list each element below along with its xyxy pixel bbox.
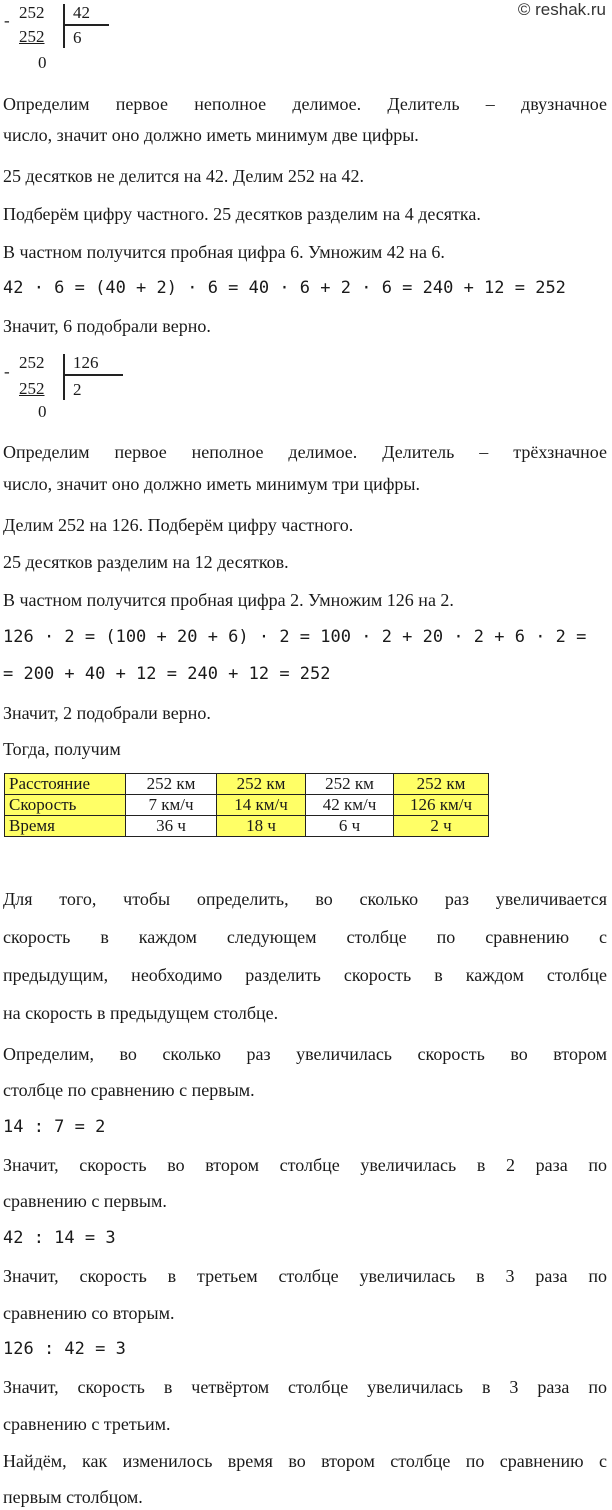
subtrahend: 252	[19, 379, 45, 398]
text-line: столбце по сравнению с первым.	[3, 1080, 255, 1100]
text-line: Значит, 2 подобрали верно.	[3, 703, 211, 723]
text-line: скорость в каждом следующем столбце по сравнению с	[3, 927, 607, 947]
dividend: 252	[19, 3, 45, 22]
text-line: на скорость в предыдущем столбце.	[3, 1003, 279, 1023]
text-line: первым столбцом.	[3, 1487, 143, 1507]
equation: 126 : 42 = 3	[3, 1339, 126, 1359]
text-line: предыдущим, необходимо разделить скорость в каждом столбце	[3, 965, 607, 985]
table-cell: 42 км/ч	[306, 795, 394, 816]
minus-sign: -	[4, 362, 10, 381]
table-cell: 252 км	[306, 774, 394, 795]
table-cell: 6 ч	[306, 816, 394, 837]
text-line: В частном получится пробная цифра 2. Умножим 126 на 2.	[3, 590, 454, 610]
text-line: Тогда, получим	[3, 739, 121, 759]
equation: 14 : 7 = 2	[3, 1117, 106, 1137]
divisor: 42	[73, 3, 90, 22]
text-line: сравнению со вторым.	[3, 1303, 175, 1323]
table-row	[5, 774, 489, 795]
formula: 126 ⋅ 2 = (100 + 20 + 6) ⋅ 2 = 100 ⋅ 2 + 20 ⋅ 2 + 6 ⋅ 2 =	[3, 627, 587, 647]
dividend: 252	[19, 353, 45, 372]
equation: 42 : 14 = 3	[3, 1228, 116, 1248]
divisor-underline	[63, 24, 109, 26]
table-cell: 126 км/ч	[394, 795, 489, 816]
table-cell: 36 ч	[126, 816, 217, 837]
text-line: Определим первое неполное делимое. Делитель – двузначное	[3, 94, 607, 114]
table-cell: 252 км	[394, 774, 489, 795]
text-line: 25 десятков не делится на 42. Делим 252 на 42.	[3, 166, 365, 186]
table-cell: 7 км/ч	[126, 795, 217, 816]
text-line: Найдём, как изменилось время во втором столбце по сравнению с	[3, 1451, 607, 1471]
row-label: Расстояние	[5, 774, 126, 795]
divisor: 126	[73, 353, 99, 372]
table-cell: 18 ч	[217, 816, 306, 837]
text-line: Подберём цифру частного. 25 десятков разделим на 4 десятка.	[3, 204, 481, 224]
text-line: сравнению с третьим.	[3, 1414, 171, 1434]
distance-speed-time-table	[4, 773, 489, 837]
text-line: Определим первое неполное делимое. Делитель – трёхзначное	[3, 442, 607, 462]
text-line: Значит, скорость во втором столбце увеличилась в 2 раза по	[3, 1155, 607, 1175]
remainder: 0	[38, 402, 47, 421]
text-line: число, значит оно должно иметь минимум две цифры.	[3, 125, 419, 145]
minus-sign: -	[4, 11, 10, 30]
formula: 42 ⋅ 6 = (40 + 2) ⋅ 6 = 40 ⋅ 6 + 2 ⋅ 6 = 240 + 12 = 252	[3, 278, 566, 298]
text-line: Определим, во сколько раз увеличилась скорость во втором	[3, 1044, 607, 1064]
remainder: 0	[38, 53, 47, 72]
divisor-underline	[63, 374, 123, 376]
text-line: сравнению с первым.	[3, 1191, 167, 1211]
formula: = 200 + 40 + 12 = 240 + 12 = 252	[3, 664, 331, 684]
quotient: 6	[73, 28, 82, 47]
text-line: число, значит оно должно иметь минимум три цифры.	[3, 474, 420, 494]
division-bar	[63, 354, 65, 400]
table-row	[5, 795, 489, 816]
table-cell: 252 км	[217, 774, 306, 795]
text-line: Делим 252 на 126. Подберём цифру частного.	[3, 515, 354, 535]
text-line: Значит, скорость в третьем столбце увеличилась в 3 раза по	[3, 1266, 607, 1286]
text-line: 25 десятков разделим на 12 десятков.	[3, 552, 289, 572]
text-line: Значит, 6 подобрали верно.	[3, 316, 211, 336]
table-row	[5, 816, 489, 837]
division-bar	[63, 4, 65, 48]
text-line: Для того, чтобы определить, во сколько раз увеличивается	[3, 889, 607, 909]
text-line: Значит, скорость в четвёртом столбце увеличилась в 3 раза по	[3, 1377, 607, 1397]
table-cell: 14 км/ч	[217, 795, 306, 816]
quotient: 2	[73, 380, 82, 399]
row-label: Время	[5, 816, 126, 837]
row-label: Скорость	[5, 795, 126, 816]
subtrahend: 252	[19, 27, 45, 46]
table-cell: 252 км	[126, 774, 217, 795]
watermark: © reshak.ru	[517, 0, 606, 19]
text-line: В частном получится пробная цифра 6. Умножим 42 на 6.	[3, 242, 445, 262]
table-cell: 2 ч	[394, 816, 489, 837]
